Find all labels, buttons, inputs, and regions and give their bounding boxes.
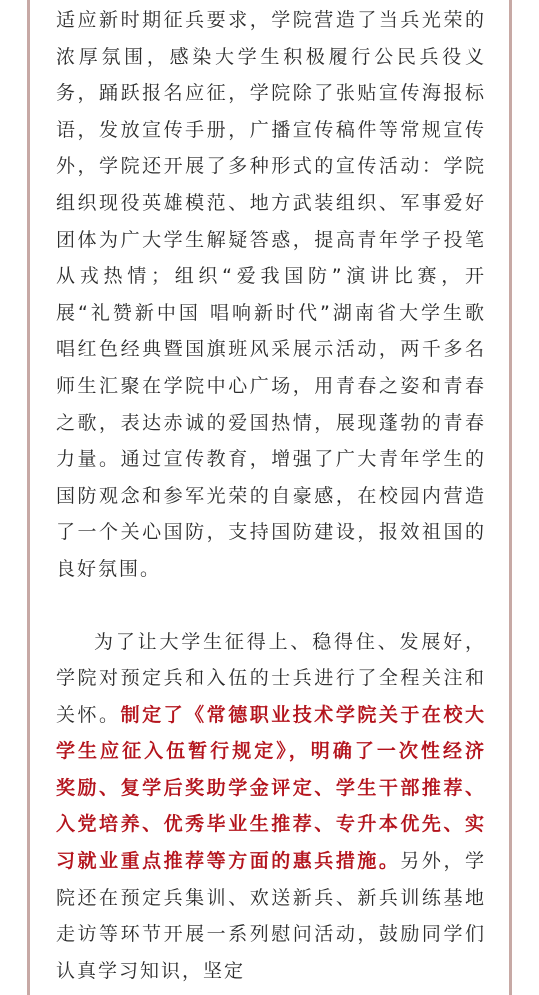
article-body <box>56 2 486 989</box>
left-border-line <box>27 0 30 995</box>
paragraph-publicity-activities: 适应新时期征兵要求，学院营造了当兵光荣的浓厚氛围，感染大学生积极履行公民兵役义务，踊跃报名应征，学院除了张贴宣传海报标语，发放宣传手册，广播宣传稿件等常规宣传外，学院还开展了多种形式的宣传活动：学院组织现役英雄模范、地方武装组织、军事爱好团体为广大学生解疑答惑，提高青年学子投笔从戎热情；组织“爱我国防”演讲比赛，开展“礼赞新中国 唱响新时代”湖南省大学生歌唱红色经典暨国旗班风采展示活动，两千多名师生汇聚在学院中心广场，用青春之姿和青春之歌，表达赤诚的爱国热情，展现蓬勃的青春力量。通过宣传教育，增强了广大青年学生的国防观念和参军光荣的自豪感，在校园内营造了一个关心国防，支持国防建设，报效祖国的良好氛围。 <box>56 9 486 580</box>
right-border-line <box>509 0 512 995</box>
paragraph-intro-text: 为了让大学生征得上、稳得住、发展好，学院对预定兵和入伍的士兵进行了全程关注和关怀。 <box>56 630 486 726</box>
paragraph-support-measures <box>56 624 486 990</box>
paragraph-continuation-text: 另外，学院还在预定兵集训、欢送新兵、新兵训练基地走访等环节开展一系列慰问活动，鼓励同学们认真学习知识，坚定 <box>56 850 486 982</box>
highlighted-policy-text: 制定了《常德职业技术学院关于在校大学生应征入伍暂行规定》，明确了一次性经济奖励、复学后奖助学金评定、学生干部推荐、入党培养、优秀毕业生推荐、专升本优先、实习就业重点推荐等方面的惠兵措施。 <box>56 703 486 873</box>
